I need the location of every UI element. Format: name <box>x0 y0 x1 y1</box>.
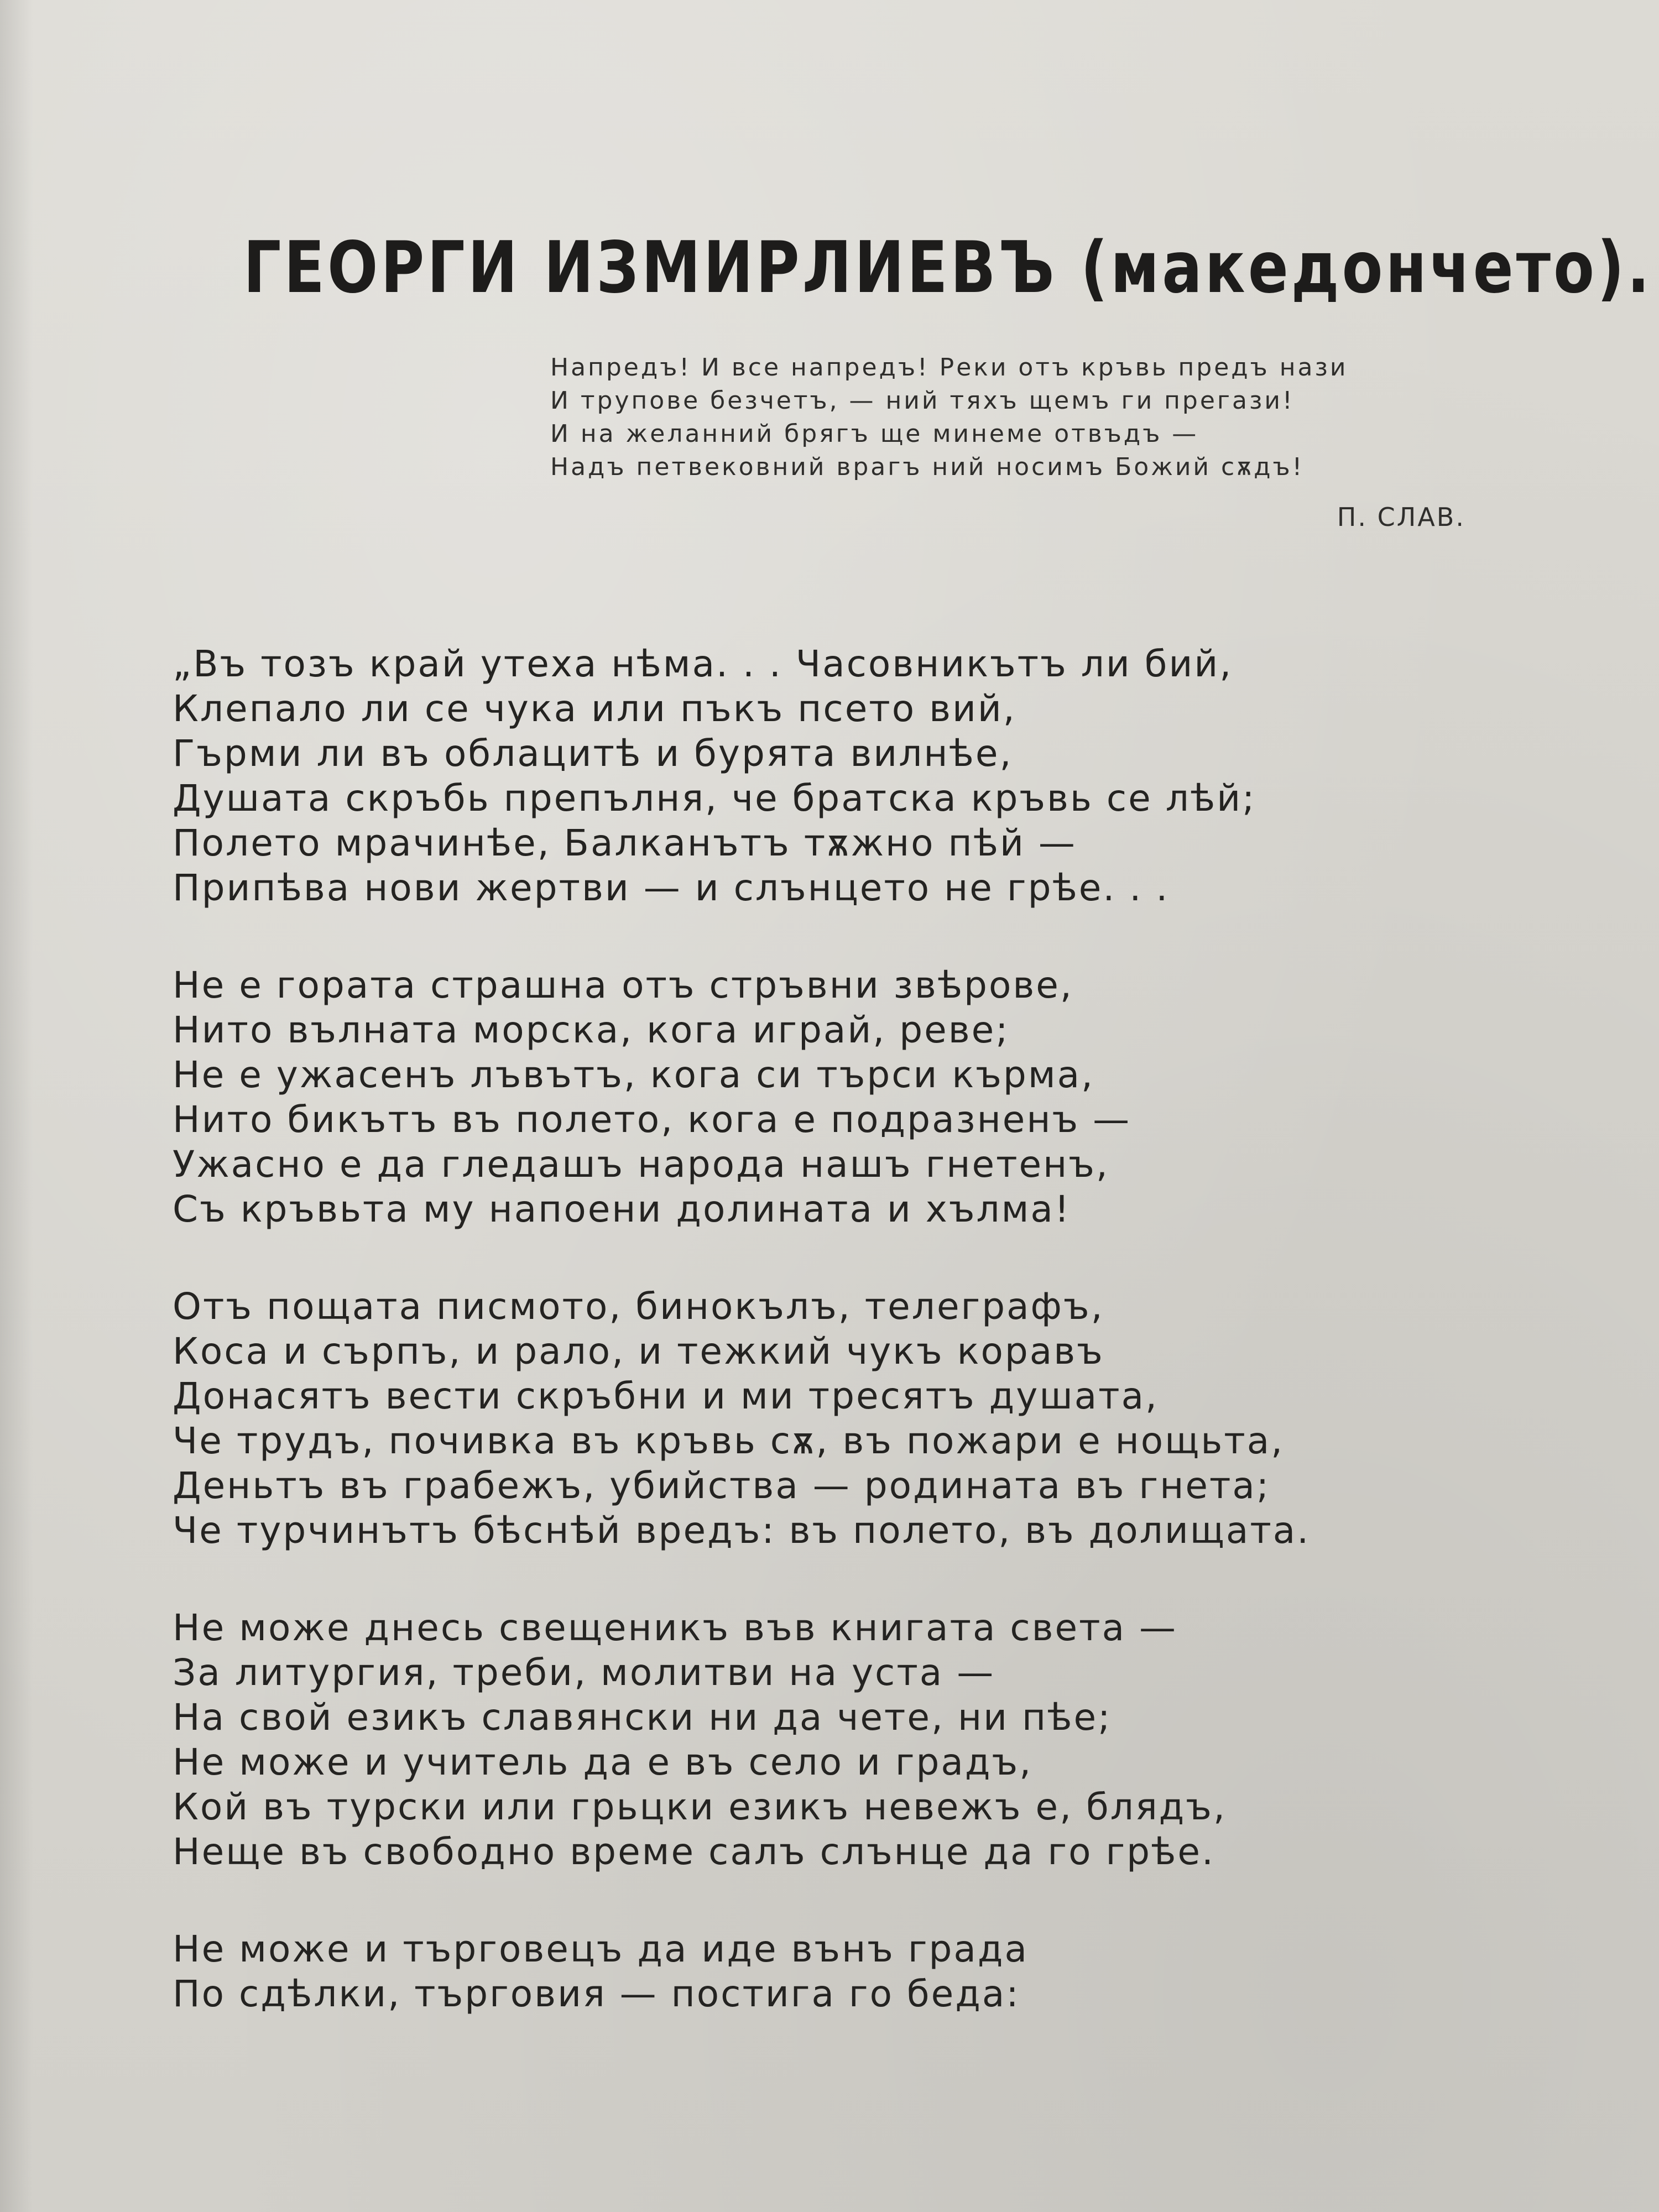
poem-line: Душата скръбь препълня, че братска кръвь се лѣй; <box>173 777 1256 820</box>
epigraph-author: П. СЛАВ. <box>1337 502 1465 532</box>
poem-line: Кой въ турски или грьцки езикъ невежъ е, блядъ, <box>173 1786 1227 1828</box>
poem-line: Нито вълната морска, кога играй, реве; <box>173 1009 1010 1051</box>
epigraph-line: И трупове безчетъ, — ний тяхъ щемъ ги прегази! <box>550 387 1295 415</box>
poem-line: Донасятъ вести скръбни и ми тресятъ душата, <box>173 1375 1159 1417</box>
poem-line: Не може и търговецъ да иде вънъ града <box>173 1928 1029 1970</box>
poem-line: На свой езикъ славянски ни да чете, ни пѣе; <box>173 1696 1112 1739</box>
poem-line: Неще въ свободно време салъ слънце да го грѣе. <box>173 1830 1215 1873</box>
poem-line: За литургия, треби, молитви на уста — <box>173 1651 995 1694</box>
poem-line: По сдѣлки, търговия — постига го беда: <box>173 1973 1020 2015</box>
poem-line: Ужасно е да гледашъ народа нашъ гнетенъ, <box>173 1143 1109 1186</box>
poem-line: Съ кръвьта му напоени долината и хълма! <box>173 1188 1071 1230</box>
stanza <box>173 1605 1610 1874</box>
epigraph-line: И на желанний брягъ ще минеме отвъдъ — <box>550 420 1199 448</box>
page-fold-shadow <box>0 0 33 2212</box>
stanza <box>173 1284 1610 1553</box>
stanza <box>173 963 1610 1232</box>
poem-line: Коса и сърпъ, и рало, и тежкий чукъ коравъ <box>173 1330 1104 1373</box>
poem-line: „Въ тозъ край утеха нѣма. . . Часовникътъ ли бий, <box>173 643 1233 685</box>
poem-line: Не е ужасенъ лъвътъ, кога си търси кърма, <box>173 1053 1095 1096</box>
poem-line: Клепало ли се чука или пъкъ псето вий, <box>173 687 1016 730</box>
poem-body <box>173 641 1610 2069</box>
page-title: ГЕОРГИ ИЗМИРЛИЕВЪ (македончето). <box>243 227 1653 309</box>
poem-line: Че трудъ, почивка въ кръвь сѫ, въ пожари е нощьта, <box>173 1420 1285 1462</box>
poem-line: Че турчинътъ бѣснѣй вредъ: въ полето, въ долищата. <box>173 1509 1311 1552</box>
epigraph-line: Напредъ! И все напредъ! Реки отъ кръвь предъ нази <box>550 353 1348 382</box>
stanza <box>173 1927 1610 2016</box>
poem-line: Не може и учитель да е въ село и градъ, <box>173 1741 1033 1783</box>
poem-line: Отъ пощата писмото, бинокълъ, телеграфъ, <box>173 1285 1104 1328</box>
epigraph <box>550 351 1463 484</box>
stanza <box>173 641 1610 910</box>
poem-line: Припѣва нови жертви — и слънцето не грѣе. . . <box>173 867 1170 909</box>
poem-line: Деньтъ въ грабежъ, убийства — родината въ гнета; <box>173 1464 1271 1507</box>
poem-line: Не може днесь свещеникъ във книгата света — <box>173 1606 1178 1649</box>
poem-line: Нито бикътъ въ полето, кога е подразненъ — <box>173 1098 1131 1141</box>
epigraph-line: Надъ петвековний врагъ ний носимъ Божий сѫдъ! <box>550 453 1305 481</box>
poem-line: Полето мрачинѣе, Балканътъ тѫжно пѣй — <box>173 822 1077 864</box>
poem-line: Гърми ли въ облацитѣ и бурята вилнѣе, <box>173 732 1013 775</box>
poem-line: Не е гората страшна отъ стръвни звѣрове, <box>173 964 1073 1006</box>
